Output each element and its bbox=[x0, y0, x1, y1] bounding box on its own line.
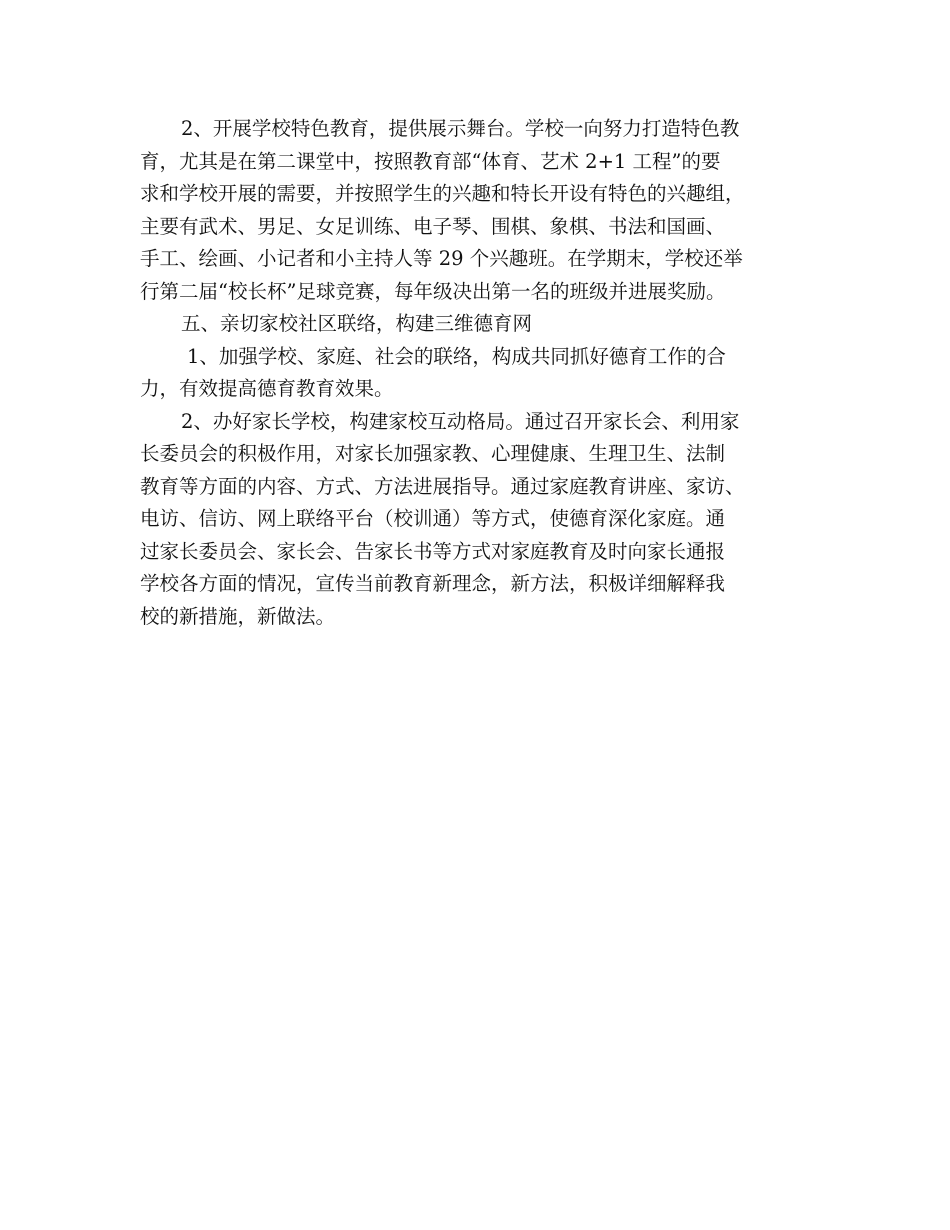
paragraph-line: 电访、信访、网上联络平台（校训通）等方式，使德育深化家庭。通 bbox=[140, 507, 726, 530]
paragraph-line: 校的新措施，新做法。 bbox=[140, 604, 336, 628]
paragraph-line: 行第二届“校长杯”足球竞赛，每年级决出第一名的班级并进展奖励。 bbox=[140, 279, 726, 303]
paragraph-line: 育，尤其是在第二课堂中，按照教育部“体育、艺术 2+1 工程”的要 bbox=[140, 149, 721, 173]
paragraph-line: 1、加强学校、家庭、社会的联络，构成共同抓好德育工作的合 bbox=[187, 344, 726, 368]
paragraph-line: 手工、绘画、小记者和小主持人等 29 个兴趣班。在学期末，学校还举 bbox=[140, 247, 743, 270]
paragraph-line: 长委员会的积极作用，对家长加强家教、心理健康、生理卫生、法制 bbox=[140, 442, 726, 465]
document-body bbox=[140, 113, 840, 633]
paragraph-line: 2、办好家长学校，构建家校互动格局。通过召开家长会、利用家 bbox=[181, 409, 740, 433]
paragraph-line: 学校各方面的情况，宣传当前教育新理念，新方法，积极详细解释我 bbox=[140, 572, 726, 595]
section-heading: 五、亲切家校社区联络，构建三维德育网 bbox=[181, 312, 533, 335]
paragraph-line: 求和学校开展的需要，并按照学生的兴趣和特长开设有特色的兴趣组， bbox=[140, 182, 745, 205]
paragraph-line: 2、开展学校特色教育，提供展示舞台。学校一向努力打造特色教 bbox=[181, 117, 740, 140]
paragraph-line: 过家长委员会、家长会、告家长书等方式对家庭教育及时向家长通报 bbox=[140, 539, 726, 563]
paragraph-line: 教育等方面的内容、方式、方法进展指导。通过家庭教育讲座、家访、 bbox=[140, 474, 745, 498]
paragraph-line: 力，有效提高德育教育效果。 bbox=[140, 377, 394, 400]
paragraph-line: 主要有武术、男足、女足训练、电子琴、围棋、象棋、书法和国画、 bbox=[140, 214, 726, 238]
